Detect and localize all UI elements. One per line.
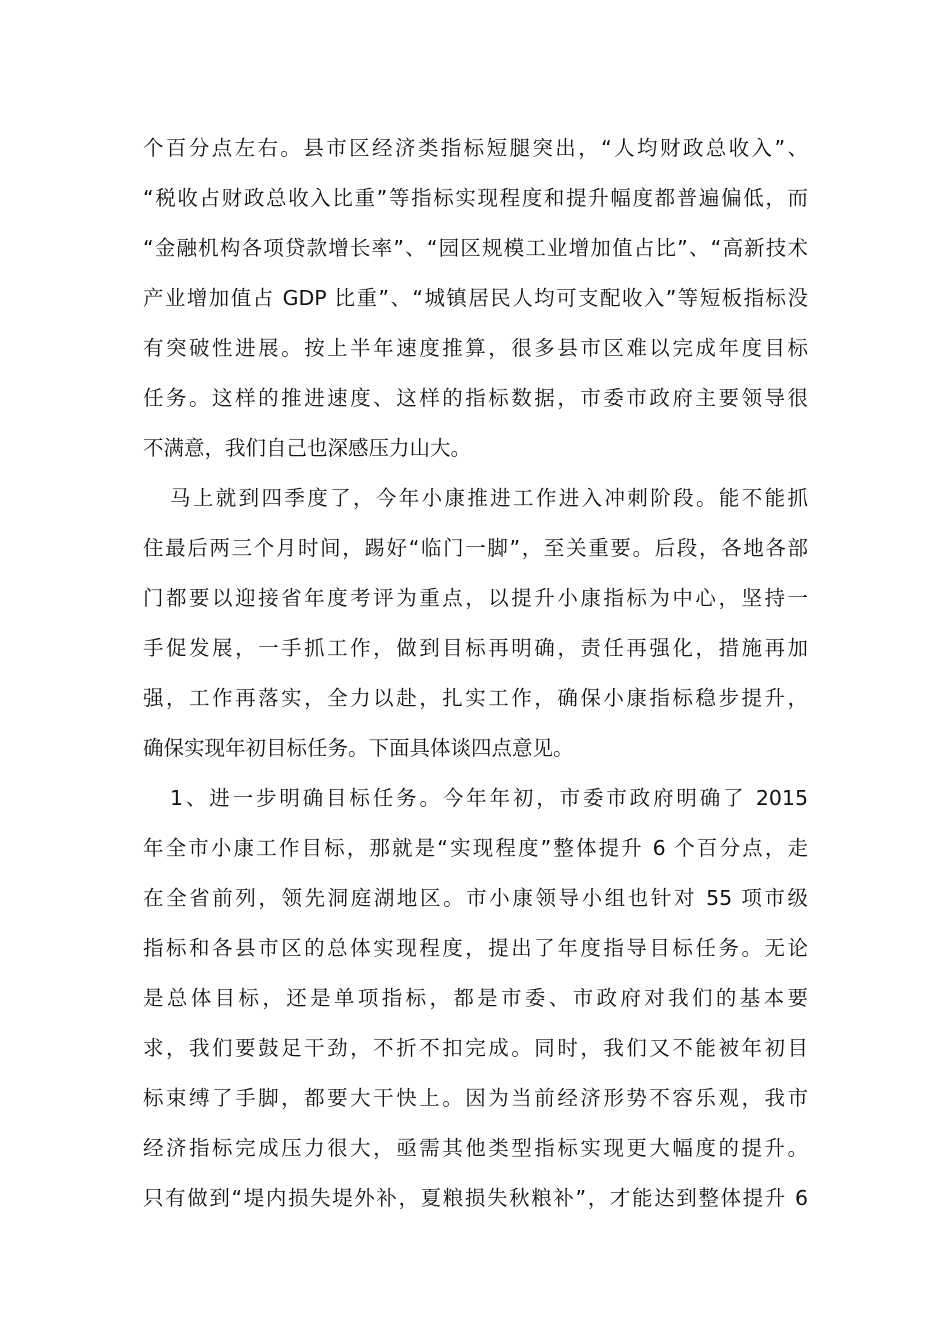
text-line: 门都要以迎接省年度考评为重点，以提升小康指标为中心，坚持一 xyxy=(143,586,808,610)
text-line: 不满意，我们自己也深感压力山大。 xyxy=(143,436,471,460)
text-line: 任务。这样的推进速度、这样的指标数据，市委市政府主要领导很 xyxy=(143,386,808,410)
paragraph-first-line: 马上就到四季度了，今年小康推进工作进入冲刺阶段。能不能抓 xyxy=(170,486,808,510)
text-line: 经济指标完成压力很大，亟需其他类型指标实现更大幅度的提升。 xyxy=(143,1136,808,1160)
text-line: 个百分点左右。县市区经济类指标短腿突出，“人均财政总收入”、 xyxy=(143,136,808,160)
text-line: 强，工作再落实，全力以赴，扎实工作，确保小康指标稳步提升， xyxy=(143,686,808,710)
text-line: 指标和各县市区的总体实现程度，提出了年度指导目标任务。无论 xyxy=(143,936,808,960)
text-line: 在全省前列，领先洞庭湖地区。市小康领导小组也针对 55 项市级 xyxy=(143,886,808,910)
text-line: 只有做到“堤内损失堤外补，夏粮损失秋粮补”，才能达到整体提升 6 xyxy=(143,1186,808,1210)
text-line: 产业增加值占 GDP 比重”、“城镇居民人均可支配收入”等短板指标没 xyxy=(143,286,808,310)
text-line: 住最后两三个月时间，踢好“临门一脚”，至关重要。后段，各地各部 xyxy=(143,536,808,560)
paragraph-first-line: 1、进一步明确目标任务。今年年初，市委市政府明确了 2015 xyxy=(170,786,808,810)
text-line: 手促发展，一手抓工作，做到目标再明确，责任再强化，措施再加 xyxy=(143,636,808,660)
text-line: 求，我们要鼓足干劲，不折不扣完成。同时，我们又不能被年初目 xyxy=(143,1036,808,1060)
text-line: “金融机构各项贷款增长率”、“园区规模工业增加值占比”、“高新技术 xyxy=(143,236,808,260)
text-line: 有突破性进展。按上半年速度推算，很多县市区难以完成年度目标 xyxy=(143,336,808,360)
text-line: 确保实现年初目标任务。下面具体谈四点意见。 xyxy=(143,736,574,760)
text-line: 标束缚了手脚，都要大干快上。因为当前经济形势不容乐观，我市 xyxy=(143,1086,808,1110)
text-line: “税收占财政总收入比重”等指标实现程度和提升幅度都普遍偏低，而 xyxy=(143,186,808,210)
text-line: 年全市小康工作目标，那就是“实现程度”整体提升 6 个百分点，走 xyxy=(143,836,808,860)
text-line: 是总体目标，还是单项指标，都是市委、市政府对我们的基本要 xyxy=(143,986,808,1010)
